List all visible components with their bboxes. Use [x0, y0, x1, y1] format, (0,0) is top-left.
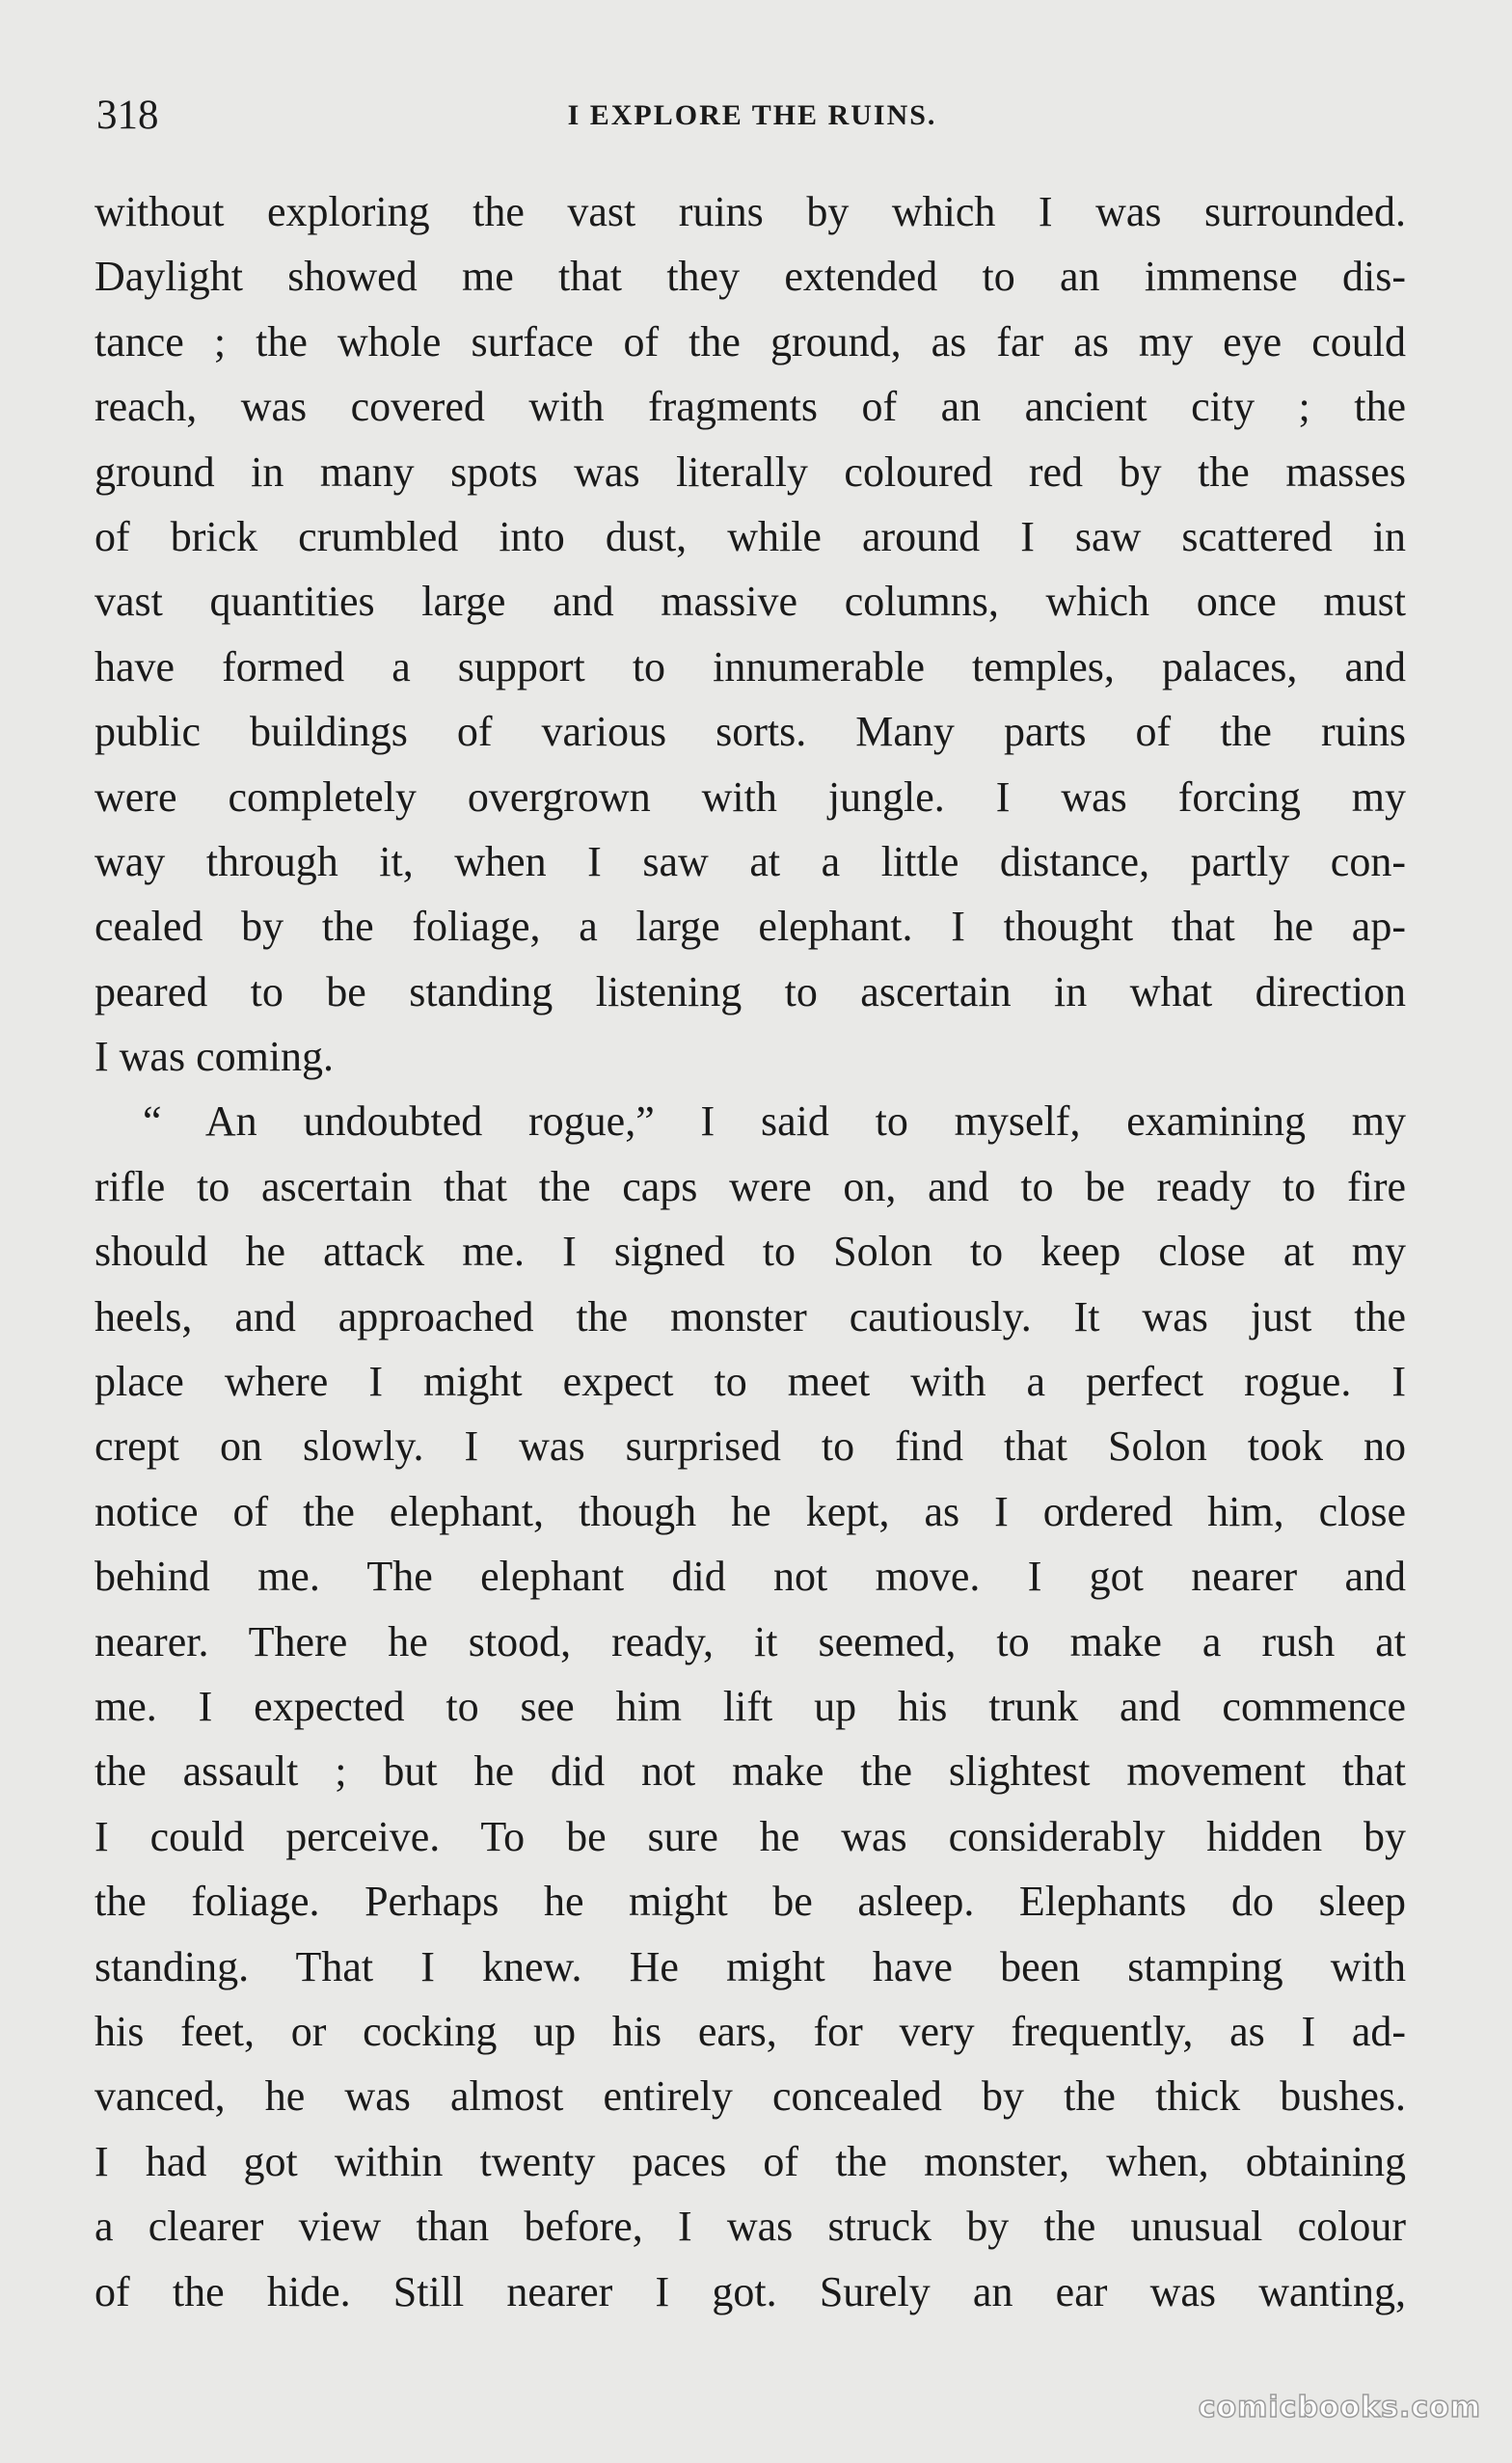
text-line: ground in many spots was literally coloured red by the masses [94, 447, 1406, 496]
text-line: Daylight showed me that they extended to an immense dis- [94, 253, 1406, 301]
text-line: were completely overgrown with jungle. I was forcing my [94, 772, 1406, 821]
text-line: I could perceive. To be sure he was considerably hidden by [94, 1812, 1406, 1860]
text-line: way through it, when I saw at a little distance, partly con- [94, 837, 1406, 885]
text-line: nearer. There he stood, ready, it seemed, to make a rush at [94, 1617, 1406, 1665]
text-line: I was coming. [94, 1033, 335, 1081]
text-line: without exploring the vast ruins by which I was surrounded. [94, 188, 1406, 235]
text-line: have formed a support to innumerable temples, palaces, and [94, 642, 1406, 690]
text-line: “ An undoubted rogue,” I said to myself, examining my [143, 1097, 1406, 1146]
text-line: tance ; the whole surface of the ground, as far as my eye could [94, 317, 1406, 365]
page-header [96, 87, 1408, 145]
text-line: rifle to ascertain that the caps were on, and to be ready to fire [94, 1162, 1406, 1210]
page-number: 318 [96, 93, 159, 138]
text-line: the foliage. Perhaps he might be asleep. Elephants do sleep [94, 1878, 1406, 1926]
text-line: vast quantities large and massive columns, which once must [94, 578, 1406, 626]
running-title: I EXPLORE THE RUINS. [567, 99, 937, 131]
text-line: should he attack me. I signed to Solon to keep close at my [94, 1228, 1406, 1276]
text-line: crept on slowly. I was surprised to find that Solon took no [94, 1422, 1406, 1471]
text-line: vanced, he was almost entirely concealed by the thick bushes. [94, 2072, 1406, 2121]
text-line: public buildings of various sorts. Many parts of the ruins [94, 708, 1406, 756]
site-watermark: comicbooks.com [1198, 2391, 1481, 2424]
text-line: cealed by the foliage, a large elephant. I thought that he ap- [94, 903, 1406, 951]
text-line: his feet, or cocking up his ears, for very frequently, as I ad- [94, 2007, 1406, 2055]
text-line: behind me. The elephant did not move. I got nearer and [94, 1553, 1406, 1601]
text-line: notice of the elephant, though he kept, as I ordered him, close [94, 1487, 1406, 1535]
text-line: of brick crumbled into dust, while around I saw scattered in [94, 512, 1406, 560]
text-line: standing. That I knew. He might have been stamping with [94, 1942, 1406, 1990]
text-line: the assault ; but he did not make the slightest movement that [94, 1747, 1406, 1796]
text-line: heels, and approached the monster cautiously. It was just the [94, 1292, 1406, 1340]
text-line: place where I might expect to meet with a perfect rogue. I [94, 1358, 1406, 1406]
text-line: me. I expected to see him lift up his trunk and commence [94, 1682, 1406, 1730]
text-line: I had got within twenty paces of the monster, when, obtaining [94, 2137, 1406, 2185]
text-line: of the hide. Still nearer I got. Surely an ear was wanting, [94, 2267, 1406, 2315]
text-line: a clearer view than before, I was struck by the unusual colour [94, 2203, 1406, 2251]
text-line: peared to be standing listening to ascertain in what direction [94, 967, 1406, 1015]
body-text [94, 179, 1406, 2324]
text-line: reach, was covered with fragments of an ancient city ; the [94, 383, 1406, 431]
